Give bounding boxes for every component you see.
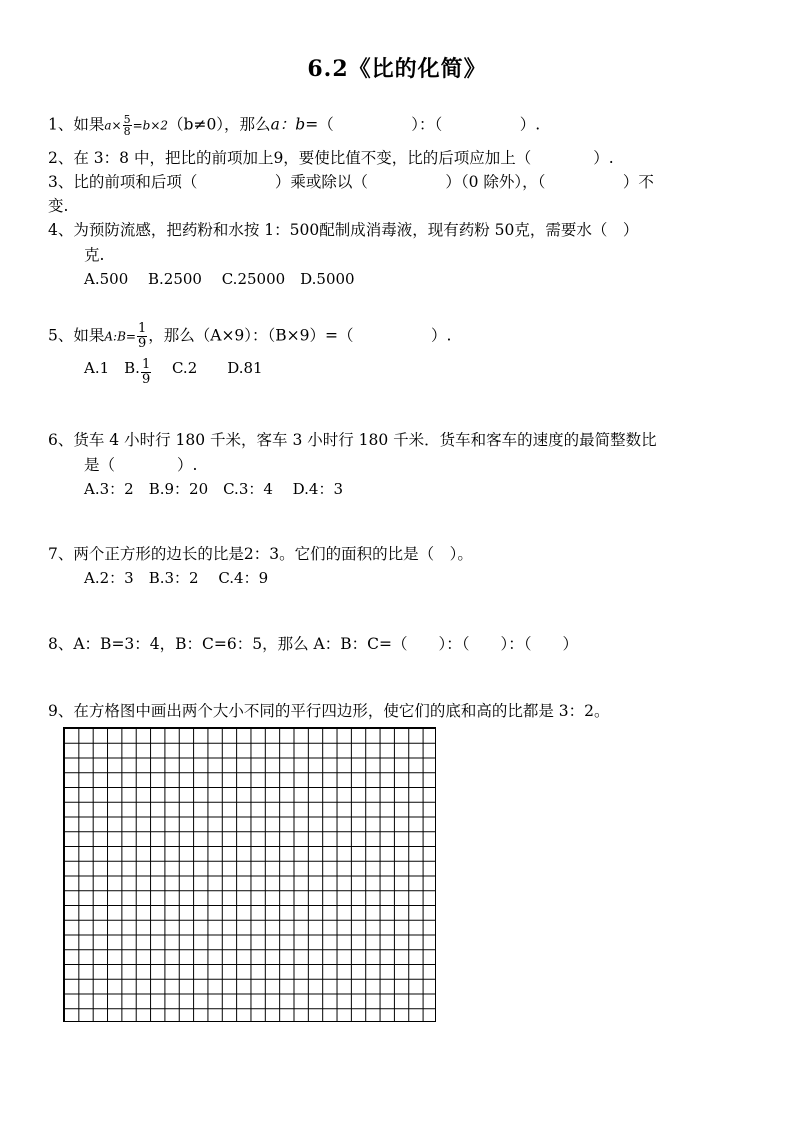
- q1-fraction: [123, 114, 132, 137]
- question-6-line-1: 6、货车 4 小时行 180 千米，客车 3 小时行 180 千米．货车和客车的速度的最简整数比: [48, 431, 657, 449]
- q5-frac-den: 9: [137, 336, 147, 351]
- question-6-options: A.3：2 B.9：20 C.3：4 D.4：3: [84, 480, 344, 498]
- q5-rest: ，那么（A×9）：（B×9）=（ ）.: [148, 326, 452, 345]
- q1-frac-den: 8: [123, 125, 131, 138]
- q1-eq-b: =b×2: [132, 118, 169, 133]
- question-1: [48, 114, 540, 137]
- q1-prefix: 1、如果: [48, 115, 105, 134]
- q5-option-a: A.1 B.: [84, 359, 140, 377]
- q1-rest: =（ ）：（ ）.: [305, 115, 541, 134]
- q1-cond: （b≠0），那么: [168, 115, 271, 134]
- page-title: 6.2《比的化简》: [307, 56, 487, 82]
- question-3-line-2: 变.: [48, 197, 69, 215]
- question-6-line-2: 是（ ）.: [84, 456, 198, 474]
- q1-eq-a: a×: [104, 118, 122, 133]
- q5-opt-b-den: 9: [141, 372, 151, 387]
- q5-prefix: 5、如果: [48, 326, 105, 345]
- square-grid[interactable]: [63, 727, 436, 1022]
- question-5: [48, 322, 451, 351]
- question-4-options: A.500 B.2500 C.25000 D.5000: [84, 270, 355, 288]
- question-8: 8、A：B=3：4，B：C=6：5，那么 A：B：C=（ ）：（ ）：（ ）: [48, 635, 578, 653]
- q1-ratio: a：b: [270, 115, 306, 134]
- q5-fraction: [137, 322, 147, 351]
- question-5-options: [84, 358, 263, 387]
- question-3-line-1: 3、比的前项和后项（ ）乘或除以（ ）（0 除外），（ ）不: [48, 173, 654, 191]
- q5-frac-num: 1: [137, 321, 147, 336]
- q5-option-b-fraction: [141, 358, 151, 387]
- question-7-options: A.2：3 B.3：2 C.4：9: [84, 569, 269, 587]
- question-4-line-2: 克.: [84, 246, 105, 264]
- q5-lhs: A:B=: [104, 329, 136, 344]
- q1-frac-num: 5: [123, 113, 131, 126]
- q5-options-rest: C.2 D.81: [152, 359, 263, 377]
- q5-opt-b-num: 1: [141, 357, 151, 372]
- question-4-line-1: 4、为预防流感，把药粉和水按 1：500配制成消毒液，现有药粉 50克，需要水（ ）: [48, 221, 639, 239]
- question-2: 2、在 3：8 中，把比的前项加上9，要使比值不变，比的后项应加上（ ）.: [48, 149, 614, 167]
- question-7: 7、两个正方形的边长的比是2：3。它们的面积的比是（ ）。: [48, 545, 473, 563]
- question-9: 9、在方格图中画出两个大小不同的平行四边形，使它们的底和高的比都是 3：2。: [48, 702, 610, 720]
